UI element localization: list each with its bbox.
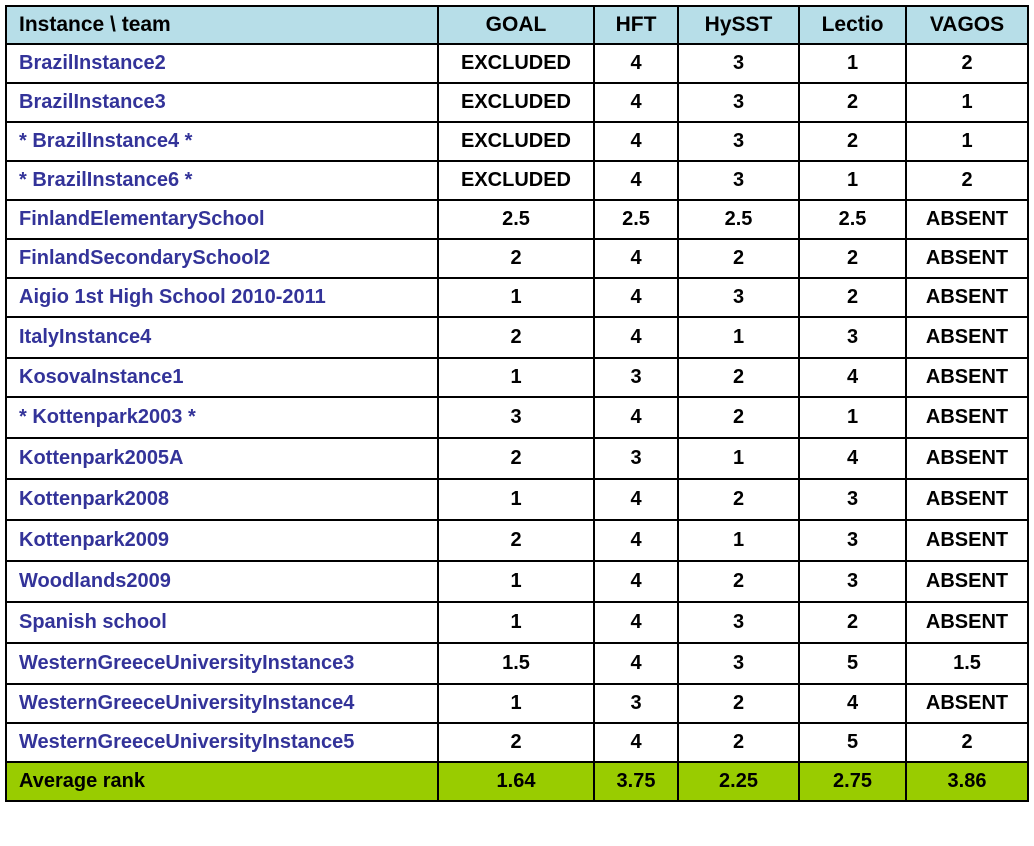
rank-cell-lectio: 4 <box>799 684 906 723</box>
rank-cell-goal: EXCLUDED <box>438 161 594 200</box>
rank-cell-hft: 4 <box>594 239 678 278</box>
rank-cell-hft: 3 <box>594 438 678 479</box>
table-row <box>6 723 1028 762</box>
rank-cell-goal: 2 <box>438 723 594 762</box>
rank-cell-vagos: 1.5 <box>906 643 1028 684</box>
rank-cell-vagos: ABSENT <box>906 684 1028 723</box>
rank-cell-hysst: 2 <box>678 684 799 723</box>
header-team-hft: HFT <box>594 6 678 44</box>
table-row <box>6 643 1028 684</box>
table-row <box>6 520 1028 561</box>
rank-cell-hysst: 2.5 <box>678 200 799 239</box>
rank-cell-hysst: 2 <box>678 561 799 602</box>
instance-name: * BrazilInstance6 * <box>6 161 438 200</box>
table-row <box>6 239 1028 278</box>
instance-name: Kottenpark2009 <box>6 520 438 561</box>
instance-name: BrazilInstance2 <box>6 44 438 83</box>
rank-cell-hft: 4 <box>594 520 678 561</box>
rank-cell-vagos: ABSENT <box>906 438 1028 479</box>
rank-cell-hysst: 3 <box>678 83 799 122</box>
rank-cell-goal: 2.5 <box>438 200 594 239</box>
table-row <box>6 161 1028 200</box>
rank-cell-vagos: ABSENT <box>906 479 1028 520</box>
table-row <box>6 684 1028 723</box>
rank-cell-hft: 4 <box>594 479 678 520</box>
table-row <box>6 358 1028 397</box>
rank-cell-lectio: 3 <box>799 317 906 358</box>
instance-name: ItalyInstance4 <box>6 317 438 358</box>
table-row <box>6 438 1028 479</box>
ranking-table <box>5 5 1029 802</box>
table-row <box>6 200 1028 239</box>
rank-cell-vagos: ABSENT <box>906 602 1028 643</box>
rank-cell-hysst: 2 <box>678 479 799 520</box>
rank-cell-vagos: ABSENT <box>906 317 1028 358</box>
instance-name: BrazilInstance3 <box>6 83 438 122</box>
header-team-lectio: Lectio <box>799 6 906 44</box>
rank-cell-lectio: 2 <box>799 239 906 278</box>
header-team-hysst: HySST <box>678 6 799 44</box>
rank-cell-lectio: 3 <box>799 520 906 561</box>
instance-name: Kottenpark2005A <box>6 438 438 479</box>
instance-name: WesternGreeceUniversityInstance5 <box>6 723 438 762</box>
rank-cell-vagos: 2 <box>906 723 1028 762</box>
rank-cell-vagos: ABSENT <box>906 397 1028 438</box>
rank-cell-hysst: 2 <box>678 239 799 278</box>
rank-cell-hft: 4 <box>594 723 678 762</box>
rank-cell-goal: 1 <box>438 479 594 520</box>
instance-name: WesternGreeceUniversityInstance3 <box>6 643 438 684</box>
table-row <box>6 278 1028 317</box>
rank-cell-hysst: 1 <box>678 520 799 561</box>
rank-cell-hysst: 2 <box>678 358 799 397</box>
rank-cell-hysst: 3 <box>678 122 799 161</box>
rank-cell-vagos: 2 <box>906 161 1028 200</box>
table-footer <box>6 762 1028 801</box>
rank-cell-lectio: 4 <box>799 438 906 479</box>
instance-name: FinlandSecondarySchool2 <box>6 239 438 278</box>
rank-cell-hysst: 3 <box>678 161 799 200</box>
table-row <box>6 122 1028 161</box>
rank-cell-hysst: 3 <box>678 278 799 317</box>
rank-cell-hysst: 3 <box>678 44 799 83</box>
instance-name: KosovaInstance1 <box>6 358 438 397</box>
rank-cell-hft: 4 <box>594 44 678 83</box>
rank-cell-vagos: ABSENT <box>906 200 1028 239</box>
rank-cell-lectio: 2 <box>799 122 906 161</box>
rank-cell-lectio: 3 <box>799 561 906 602</box>
rank-cell-vagos: ABSENT <box>906 520 1028 561</box>
rank-cell-hft: 4 <box>594 602 678 643</box>
rank-cell-lectio: 2 <box>799 278 906 317</box>
rank-cell-lectio: 5 <box>799 723 906 762</box>
rank-cell-goal: 1.5 <box>438 643 594 684</box>
rank-cell-lectio: 2 <box>799 602 906 643</box>
table-row <box>6 479 1028 520</box>
rank-cell-hft: 4 <box>594 643 678 684</box>
rank-cell-hft: 4 <box>594 83 678 122</box>
instance-name: FinlandElementarySchool <box>6 200 438 239</box>
average-rank-row <box>6 762 1028 801</box>
table-header <box>6 6 1028 44</box>
rank-cell-goal: EXCLUDED <box>438 83 594 122</box>
rank-cell-vagos: ABSENT <box>906 278 1028 317</box>
rank-cell-goal: EXCLUDED <box>438 44 594 83</box>
rank-cell-lectio: 3 <box>799 479 906 520</box>
rank-cell-goal: 1 <box>438 358 594 397</box>
header-instance-team: Instance \ team <box>6 6 438 44</box>
rank-cell-vagos: 1 <box>906 83 1028 122</box>
rank-cell-hft: 4 <box>594 122 678 161</box>
instance-name: Kottenpark2008 <box>6 479 438 520</box>
rank-cell-vagos: ABSENT <box>906 239 1028 278</box>
table-row <box>6 317 1028 358</box>
rank-cell-vagos: 2 <box>906 44 1028 83</box>
rank-cell-vagos: ABSENT <box>906 358 1028 397</box>
rank-cell-goal: 2 <box>438 239 594 278</box>
instance-name: Spanish school <box>6 602 438 643</box>
table-row <box>6 83 1028 122</box>
rank-cell-goal: 3 <box>438 397 594 438</box>
rank-cell-hft: 2.5 <box>594 200 678 239</box>
rank-cell-hft: 3 <box>594 358 678 397</box>
instance-name: WesternGreeceUniversityInstance4 <box>6 684 438 723</box>
average-rank-goal: 1.64 <box>438 762 594 801</box>
instance-name: * BrazilInstance4 * <box>6 122 438 161</box>
rank-cell-goal: 2 <box>438 438 594 479</box>
rank-cell-goal: 2 <box>438 317 594 358</box>
rank-cell-hft: 4 <box>594 397 678 438</box>
rank-cell-hysst: 3 <box>678 602 799 643</box>
rank-cell-hft: 4 <box>594 317 678 358</box>
header-row <box>6 6 1028 44</box>
rank-cell-lectio: 2 <box>799 83 906 122</box>
average-rank-hysst: 2.25 <box>678 762 799 801</box>
rank-cell-lectio: 1 <box>799 161 906 200</box>
average-rank-hft: 3.75 <box>594 762 678 801</box>
rank-cell-vagos: 1 <box>906 122 1028 161</box>
instance-name: Woodlands2009 <box>6 561 438 602</box>
instance-name: * Kottenpark2003 * <box>6 397 438 438</box>
rank-cell-goal: 2 <box>438 520 594 561</box>
rank-cell-hysst: 1 <box>678 438 799 479</box>
rank-cell-goal: EXCLUDED <box>438 122 594 161</box>
rank-cell-lectio: 1 <box>799 44 906 83</box>
header-team-vagos: VAGOS <box>906 6 1028 44</box>
rank-cell-lectio: 2.5 <box>799 200 906 239</box>
rank-cell-hysst: 2 <box>678 397 799 438</box>
rank-cell-hft: 3 <box>594 684 678 723</box>
rank-cell-hysst: 3 <box>678 643 799 684</box>
table-row <box>6 44 1028 83</box>
table-row <box>6 397 1028 438</box>
average-rank-vagos: 3.86 <box>906 762 1028 801</box>
average-rank-lectio: 2.75 <box>799 762 906 801</box>
header-team-goal: GOAL <box>438 6 594 44</box>
rank-cell-hft: 4 <box>594 161 678 200</box>
rank-cell-lectio: 4 <box>799 358 906 397</box>
rank-cell-lectio: 1 <box>799 397 906 438</box>
rank-cell-hysst: 2 <box>678 723 799 762</box>
average-rank-label: Average rank <box>6 762 438 801</box>
rank-cell-goal: 1 <box>438 684 594 723</box>
rank-cell-hft: 4 <box>594 561 678 602</box>
table-row <box>6 561 1028 602</box>
rank-cell-lectio: 5 <box>799 643 906 684</box>
rank-cell-goal: 1 <box>438 602 594 643</box>
table-row <box>6 602 1028 643</box>
table-body <box>6 44 1028 762</box>
rank-cell-hft: 4 <box>594 278 678 317</box>
instance-name: Aigio 1st High School 2010-2011 <box>6 278 438 317</box>
rank-cell-hysst: 1 <box>678 317 799 358</box>
rank-cell-goal: 1 <box>438 278 594 317</box>
rank-cell-vagos: ABSENT <box>906 561 1028 602</box>
rank-cell-goal: 1 <box>438 561 594 602</box>
